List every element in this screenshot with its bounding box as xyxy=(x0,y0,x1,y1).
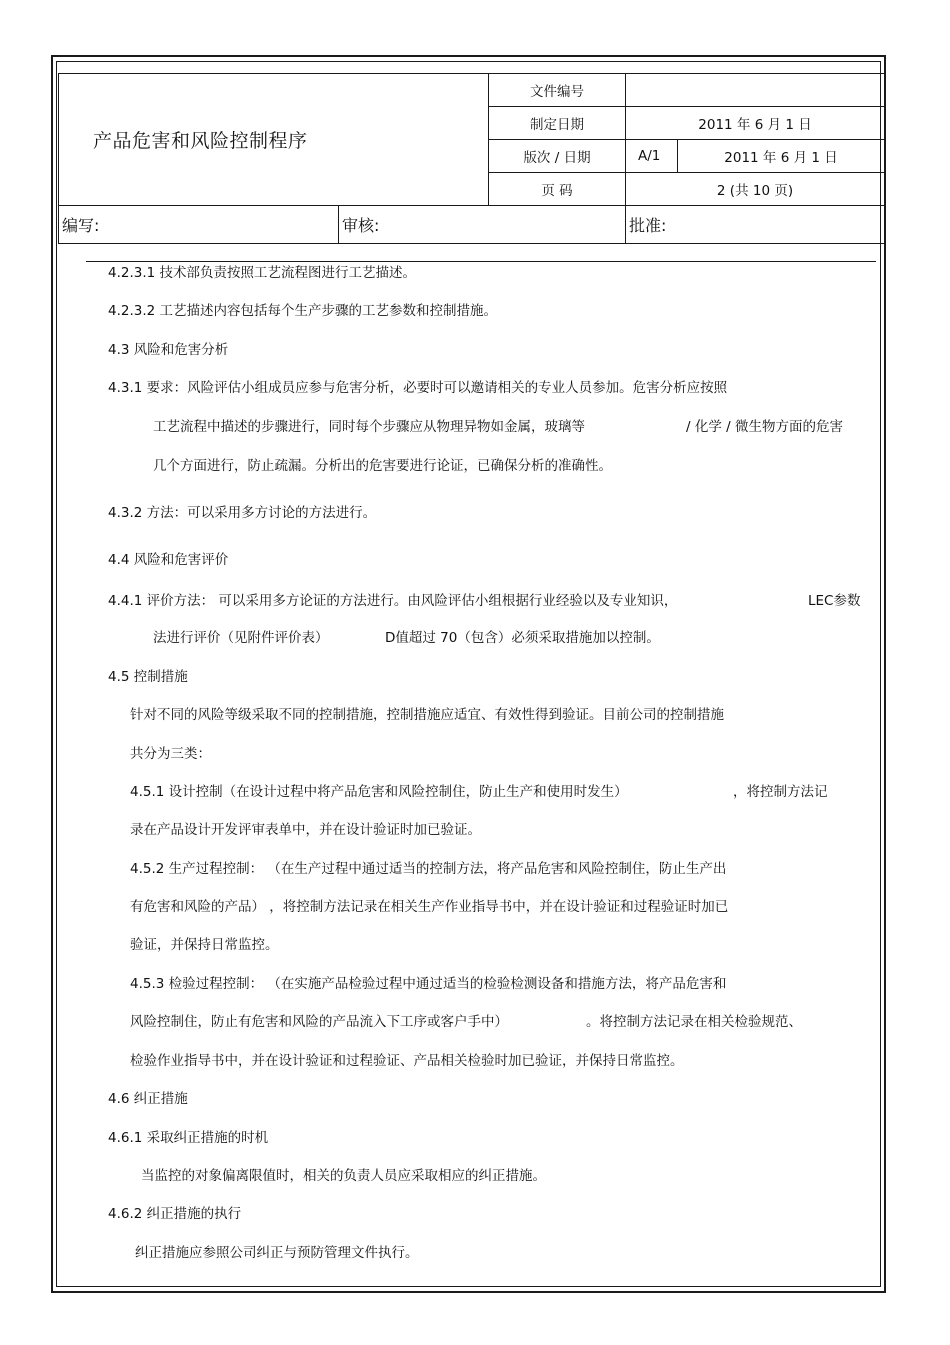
para-4-4-1-lec: LEC参数 xyxy=(808,593,861,609)
para-4-5-3-line2a: 风险控制住，防止有危害和风险的产品流入下工序或客户手中） xyxy=(130,1014,508,1030)
para-4-5-2: 4.5.2 生产过程控制： （在生产过程中通过适当的控制方法，将产品危害和风险控制住，防止生产出 xyxy=(130,861,727,877)
para-4-5-2-line2: 有危害和风险的产品） ，将控制方法记录在相关生产作业指导书中，并在设计验证和过程验证时加已 xyxy=(130,899,729,915)
review-label: 审核: xyxy=(339,206,626,244)
para-4-5-3-line3: 检验作业指导书中，并在设计验证和过程验证、产品相关检验时加已验证，并保持日常监控。 xyxy=(130,1053,684,1069)
document-header-table xyxy=(58,73,885,244)
date-value: 2011 年 6 月 1 日 xyxy=(626,107,885,140)
para-4-4-1-line2b: D值超过 70（包含）必须采取措施加以控制。 xyxy=(385,630,660,646)
doc-number-label: 文件编号 xyxy=(489,74,626,107)
para-4-5-1: 4.5.1 设计控制（在设计过程中将产品危害和风险控制住，防止生产和使用时发生） xyxy=(130,784,628,800)
para-4-3-1: 4.3.1 要求：风险评估小组成员应参与危害分析，必要时可以邀请相关的专业人员参加。危害分析应按照 xyxy=(108,380,728,396)
page-value: 2 (共 10 页) xyxy=(626,173,885,206)
para-4-2-3-2: 4.2.3.2 工艺描述内容包括每个生产步骤的工艺参数和控制措施。 xyxy=(108,303,498,319)
para-4-2-3-1: 4.2.3.1 技术部负责按照工艺流程图进行工艺描述。 xyxy=(108,265,417,281)
para-4-3-1-line2a: 工艺流程中描述的步骤进行，同时每个步骤应从物理异物如金属，玻璃等 xyxy=(153,419,585,435)
document-title: 产品危害和风险控制程序 xyxy=(59,74,489,206)
para-4-5-1-tail: ，将控制方法记 xyxy=(733,784,828,800)
para-4-6-1: 4.6.1 采取纠正措施的时机 xyxy=(108,1130,269,1146)
heading-4-5: 4.5 控制措施 xyxy=(108,669,188,685)
para-4-6-2-body: 纠正措施应参照公司纠正与预防管理文件执行。 xyxy=(135,1245,419,1261)
para-4-3-2: 4.3.2 方法：可以采用多方讨论的方法进行。 xyxy=(108,505,377,521)
para-4-4-1: 4.4.1 评价方法： 可以采用多方论证的方法进行。由风险评估小组根据行业经验以及专业知识， xyxy=(108,593,678,609)
date-label: 制定日期 xyxy=(489,107,626,140)
doc-number-value xyxy=(626,74,885,107)
para-4-5-3: 4.5.3 检验过程控制： （在实施产品检验过程中通过适当的检验检测设备和措施方法，将产品危害和 xyxy=(130,976,727,992)
heading-4-6: 4.6 纠正措施 xyxy=(108,1091,188,1107)
para-4-3-1-line3: 几个方面进行，防止疏漏。分析出的危害要进行论证，已确保分析的准确性。 xyxy=(153,458,612,474)
version-date: 2011 年 6 月 1 日 xyxy=(678,140,885,173)
para-4-5-intro: 针对不同的风险等级采取不同的控制措施，控制措施应适宜、有效性得到验证。目前公司的控制措施 xyxy=(130,707,724,723)
header-rule xyxy=(86,261,876,262)
para-4-5-3-line2b: 。将控制方法记录在相关检验规范、 xyxy=(586,1014,802,1030)
para-4-5-2-line3: 验证，并保持日常监控。 xyxy=(130,937,279,953)
approve-label: 批准: xyxy=(626,206,885,244)
para-4-6-2: 4.6.2 纠正措施的执行 xyxy=(108,1206,242,1222)
para-4-3-1-line2b: / 化学 / 微生物方面的危害 xyxy=(686,419,843,435)
page-label: 页 码 xyxy=(489,173,626,206)
para-4-5-intro-line2: 共分为三类： xyxy=(130,746,211,762)
para-4-5-1-line2: 录在产品设计开发评审表单中，并在设计验证时加已验证。 xyxy=(130,822,481,838)
para-4-6-1-body: 当监控的对象偏离限值时，相关的负责人员应采取相应的纠正措施。 xyxy=(141,1168,546,1184)
author-label: 编写: xyxy=(59,206,339,244)
heading-4-3: 4.3 风险和危害分析 xyxy=(108,342,229,358)
heading-4-4: 4.4 风险和危害评价 xyxy=(108,552,229,568)
para-4-4-1-line2a: 法进行评价（见附件评价表） xyxy=(153,630,329,646)
version-label: 版次 / 日期 xyxy=(489,140,626,173)
version-value: A/1 xyxy=(626,140,678,173)
